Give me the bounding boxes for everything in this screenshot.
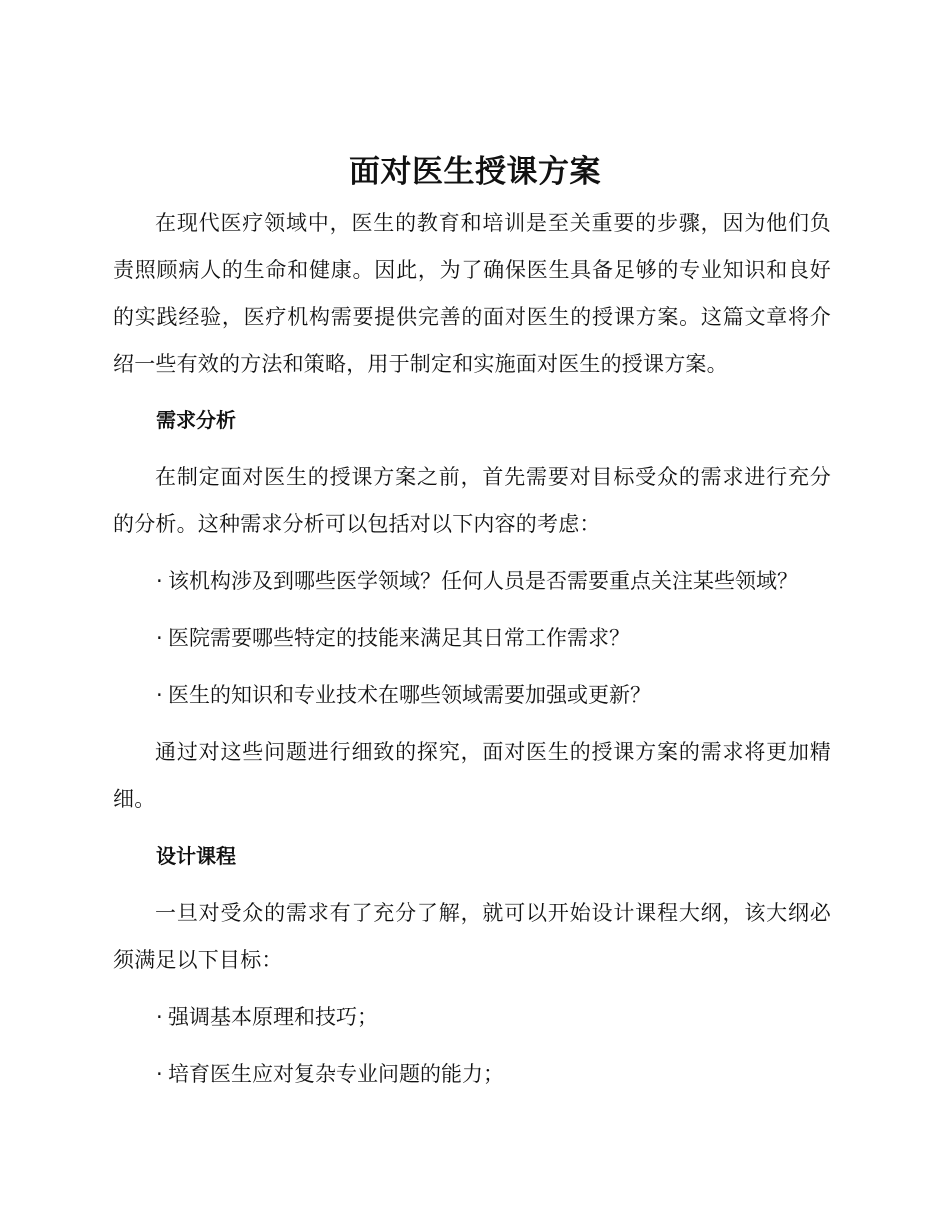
list-item <box>113 558 831 605</box>
needs-analysis-paragraph: 在制定面对医生的授课方案之前，首先需要对目标受众的需求进行充分的分析。这种需求分析可以包括对以下内容的考虑： <box>113 465 831 536</box>
bullet-text: 该机构涉及到哪些医学领域？任何人员是否需要重点关注某些领域？ <box>168 569 798 593</box>
bullet-marker: · <box>156 683 163 707</box>
needs-analysis-closing: 通过对这些问题进行细致的探究，面对医生的授课方案的需求将更加精细。 <box>113 740 831 811</box>
intro-paragraph: 在现代医疗领域中，医生的教育和培训是至关重要的步骤，因为他们负责照顾病人的生命和健康。因此，为了确保医生具备足够的专业知识和良好的实践经验，医疗机构需要提供完善的面对医生的授课方案。这篇文章将介绍一些有效的方法和策略，用于制定和实施面对医生的授课方案。 <box>113 211 831 376</box>
section-heading-course-design: 设计课程 <box>156 844 236 868</box>
bullet-text: 强调基本原理和技巧； <box>168 1005 378 1029</box>
course-design-paragraph: 一旦对受众的需求有了充分了解，就可以开始设计课程大纲，该大纲必须满足以下目标： <box>113 901 831 972</box>
list-item <box>113 615 831 662</box>
bullet-marker: · <box>156 1005 163 1029</box>
list-item <box>113 672 831 719</box>
document-title: 面对医生授课方案 <box>349 154 601 190</box>
bullet-text: 培育医生应对复杂专业问题的能力； <box>168 1062 504 1086</box>
bullet-marker: · <box>156 569 163 593</box>
bullet-marker: · <box>156 626 163 650</box>
bullet-text: 医院需要哪些特定的技能来满足其日常工作需求？ <box>168 626 630 650</box>
document-body <box>113 200 831 1098</box>
bullet-marker: · <box>156 1062 163 1086</box>
section-heading-needs-analysis: 需求分析 <box>156 408 236 432</box>
list-item <box>113 1051 831 1098</box>
list-item <box>113 994 831 1041</box>
bullet-text: 医生的知识和专业技术在哪些领域需要加强或更新？ <box>168 683 651 707</box>
